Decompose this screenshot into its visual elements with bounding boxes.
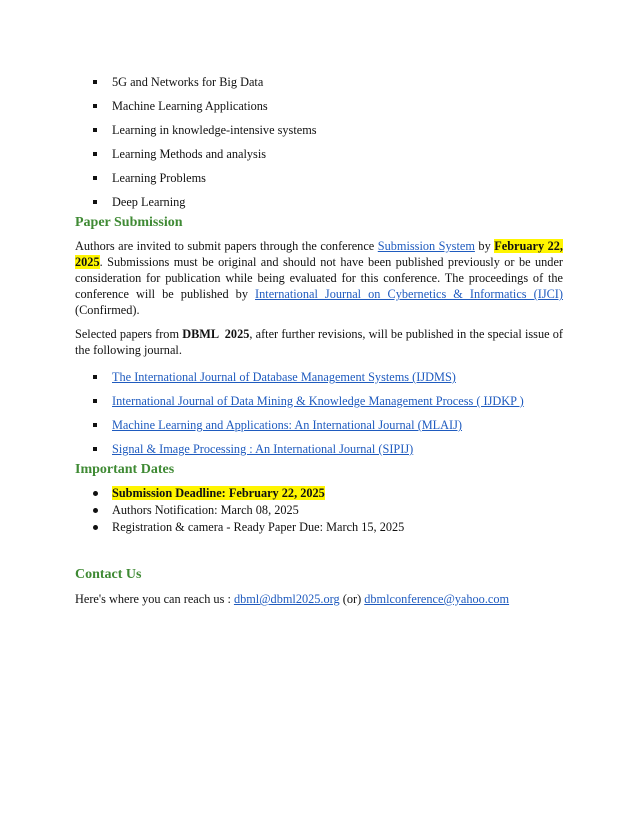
round-bullet-icon [93,508,98,513]
round-bullet-icon [93,525,98,530]
list-item [75,485,563,502]
square-bullet-icon [93,423,97,427]
email-link-primary[interactable]: dbml@dbml2025.org [233,592,340,606]
list-item: Machine Learning Applications [75,98,563,122]
email-link-secondary[interactable]: dbmlconference@yahoo.com [364,592,510,606]
paper-submission-heading: Paper Submission [75,215,183,230]
submission-deadline-date: Submission Deadline: February 22, 2025 [112,486,325,500]
list-item: 5G and Networks for Big Data [75,74,563,98]
ijci-journal-link[interactable]: International Journal on Cybernetics & Informatics (IJCI) [255,287,563,301]
submission-system-link[interactable]: Submission System [377,239,475,253]
contact-paragraph: Here's where you can reach us : dbml@dbml2025.org (or) dbmlconference@yahoo.com [75,592,510,606]
square-bullet-icon [93,399,97,403]
list-item: Learning Problems [75,170,563,194]
journal-link-mlaij[interactable]: Machine Learning and Applications: An International Journal (MLAIJ) [112,418,463,432]
square-bullet-icon [93,80,97,84]
journals-list [75,369,563,465]
round-bullet-icon [93,491,98,496]
important-dates-list [75,485,563,536]
list-item [75,369,563,393]
list-item: Learning in knowledge-intensive systems [75,122,563,146]
square-bullet-icon [93,375,97,379]
submission-paragraph: Authors are invited to submit papers through the conference Submission System by February 22, 2025. Submissions must be original and should not have been published previously or be under consideration for publication while being evaluated for this conference. The proceedings of the conference will be published by International Journal on Cybernetics & Informatics (IJCI) (Confirmed). [75,239,563,317]
square-bullet-icon [93,128,97,132]
submission-deadline-highlight: February 22, 2025 [75,239,563,269]
square-bullet-icon [93,104,97,108]
square-bullet-icon [93,200,97,204]
list-item [75,417,563,441]
topics-list [75,74,563,218]
selected-papers-paragraph: Selected papers from DBML 2025, after further revisions, will be published in the special issue of the following journal. [75,327,564,357]
contact-us-heading: Contact Us [75,567,142,582]
list-item [75,441,563,465]
important-dates-heading: Important Dates [75,462,175,477]
square-bullet-icon [93,176,97,180]
square-bullet-icon [93,152,97,156]
list-item: Authors Notification: March 08, 2025 [75,502,563,519]
page-content [75,74,563,607]
list-item: Deep Learning [75,194,563,218]
list-item: Learning Methods and analysis [75,146,563,170]
square-bullet-icon [93,447,97,451]
conference-name: DBML 2025 [182,327,250,341]
list-item [75,393,563,417]
journal-link-ijdms[interactable]: The International Journal of Database Management Systems (IJDMS) [112,370,456,384]
journal-link-ijdkp[interactable]: International Journal of Data Mining & Knowledge Management Process ( IJDKP ) [112,394,524,408]
list-item: Registration & camera - Ready Paper Due: March 15, 2025 [75,519,563,536]
journal-link-sipij[interactable]: Signal & Image Processing : An International Journal (SIPIJ) [112,442,414,456]
